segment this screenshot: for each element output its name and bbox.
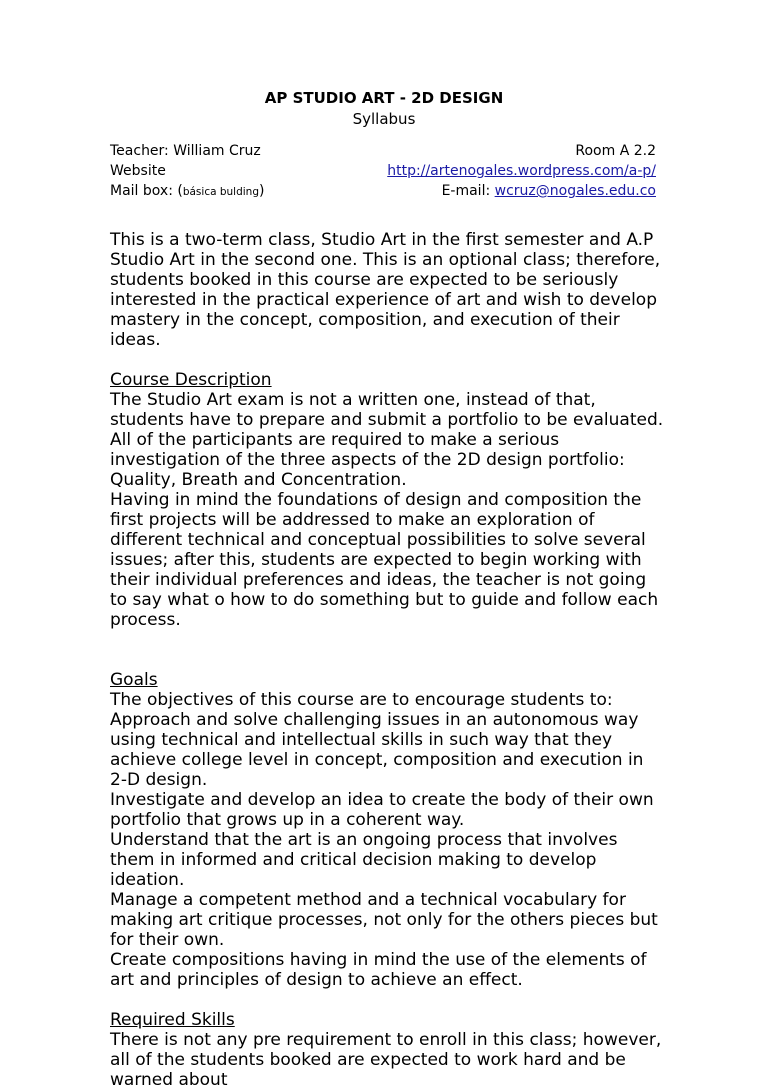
required-skills-section [110, 1010, 665, 1090]
course-description-paragraph-1: The Studio Art exam is not a written one, instead of that, students have to prepare and submit a portfolio to be evaluated. All of the participants are required to make a serious investigation of the three aspects of the 2D design portfolio: Quality, Breath and Concentration. [110, 390, 664, 490]
required-skills-paragraph: There is not any pre requirement to enroll in this class; however, all of the students booked are expected to work hard and be warned about [110, 1030, 662, 1090]
document-title: AP STUDIO ART - 2D DESIGN [264, 89, 504, 107]
email-line [387, 181, 656, 201]
mailbox-line [110, 181, 264, 202]
email-label: E-mail: [441, 183, 495, 199]
course-description-section [110, 370, 665, 630]
section-spacer [110, 630, 665, 670]
goal-item: Approach and solve challenging issues in an autonomous way using technical and intellectual skills in such way that they achieve college level in concept, composition and execution in 2-D design. [110, 710, 644, 790]
info-right-column [387, 141, 656, 201]
course-description-heading: Course Description [110, 370, 272, 390]
info-left-column [110, 141, 264, 202]
goal-item: Create compositions having in mind the use of the elements of art and principles of design to achieve an effect. [110, 950, 647, 990]
goals-lead: The objectives of this course are to encourage students to: [110, 690, 613, 710]
section-spacer [110, 990, 665, 1010]
goals-section [110, 670, 665, 990]
title-block [0, 88, 768, 130]
goal-item: Manage a competent method and a technical vocabulary for making art critique processes, not only for the others pieces but for their own. [110, 890, 658, 950]
document-body [110, 230, 665, 1090]
required-skills-heading: Required Skills [110, 1010, 235, 1030]
goal-item: Investigate and develop an idea to create the body of their own portfolio that grows up in a coherent way. [110, 790, 654, 830]
mailbox-suffix: ) [259, 183, 265, 199]
course-description-paragraph-2: Having in mind the foundations of design and composition the first projects will be addressed to make an exploration of different technical and conceptual possibilities to solve several issues; after this, students are expected to begin working with their individual preferences and ideas, the teacher is not going to say what o how to do something but to guide and follow each process. [110, 490, 659, 630]
document-subtitle: Syllabus [352, 110, 416, 128]
website-label: Website [110, 163, 166, 179]
mailbox-prefix: Mail box: ( [110, 183, 183, 199]
mailbox-detail: básica bulding [182, 186, 259, 198]
goal-item: Understand that the art is an ongoing process that involves them in informed and critical decision making to develop ideation. [110, 830, 618, 890]
room-line: Room A 2.2 [575, 143, 656, 159]
teacher-line: Teacher: William Cruz [110, 143, 261, 159]
email-link[interactable]: wcruz@nogales.edu.co [494, 183, 656, 199]
website-link[interactable]: http://artenogales.wordpress.com/a-p/ [387, 163, 656, 179]
goals-heading: Goals [110, 670, 158, 690]
website-line [387, 161, 656, 181]
intro-paragraph: This is a two-term class, Studio Art in the first semester and A.P Studio Art in the second one. This is an optional class; therefore, students booked in this course are expected to be seriously interested in the practical experience of art and wish to develop mastery in the concept, composition, and execution of their ideas. [110, 230, 661, 350]
